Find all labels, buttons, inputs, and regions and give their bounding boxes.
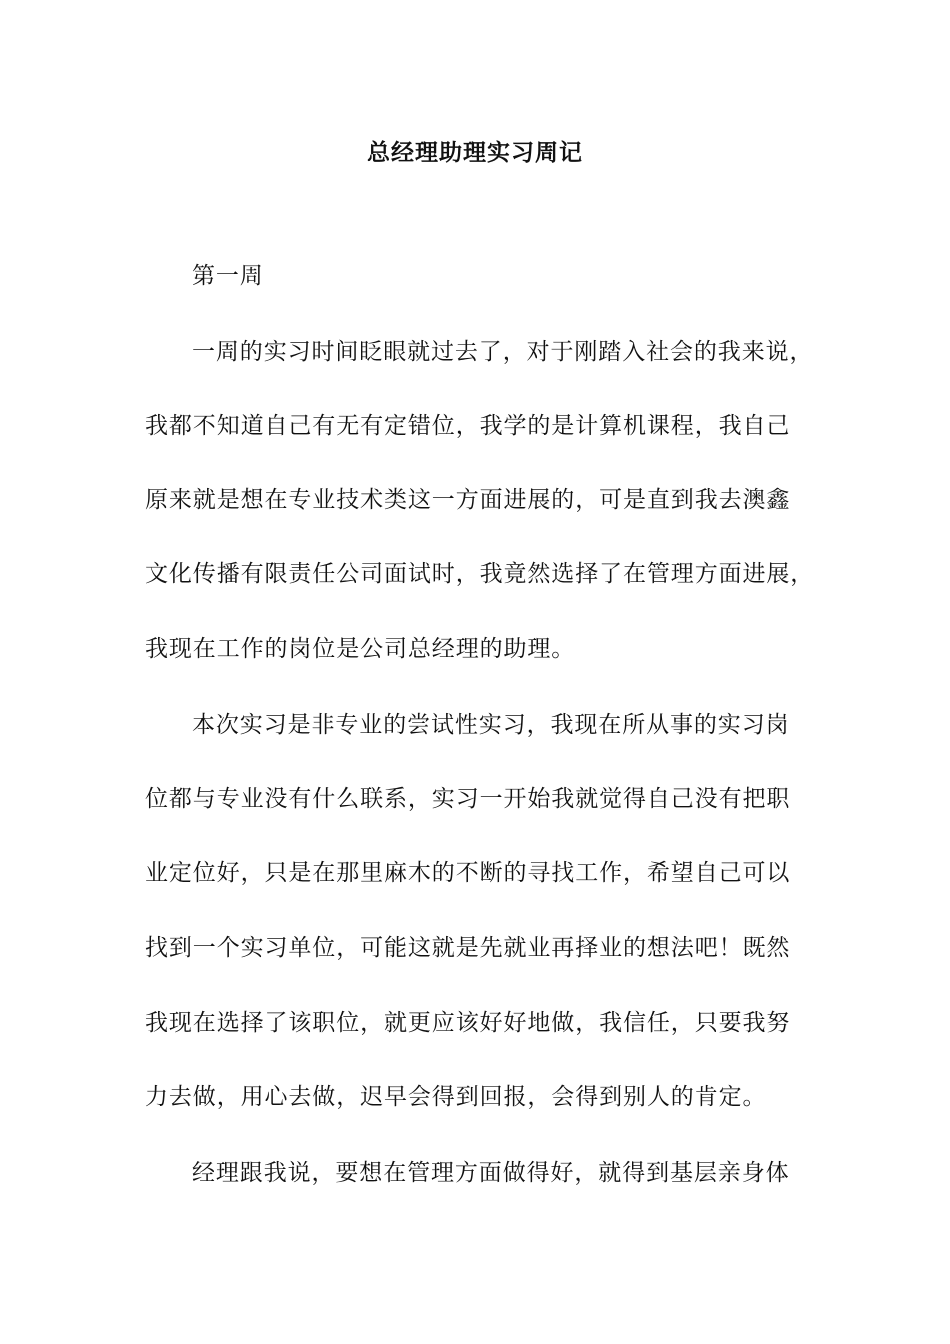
paragraph-line: 我都不知道自己有无有定错位，我学的是计算机课程，我自己 xyxy=(145,413,791,439)
paragraph-line: 找到一个实习单位，可能这就是先就业再择业的想法吧！既然 xyxy=(145,935,791,961)
paragraph-line: 原来就是想在专业技术类这一方面进展的，可是直到我去澳鑫 xyxy=(145,487,791,513)
document-title: 总经理助理实习周记 xyxy=(367,139,583,166)
section-heading: 第一周 xyxy=(192,263,264,289)
paragraph-line: 业定位好，只是在那里麻木的不断的寻找工作，希望自己可以 xyxy=(145,860,791,886)
paragraph-line: 我现在工作的岗位是公司总经理的助理。 xyxy=(145,636,576,662)
paragraph-line: 文化传播有限责任公司面试时，我竟然选择了在管理方面进展， xyxy=(145,561,815,587)
paragraph-line: 一周的实习时间眨眼就过去了，对于刚踏入社会的我来说， xyxy=(192,339,814,365)
paragraph-line: 位都与专业没有什么联系，实习一开始我就觉得自己没有把职 xyxy=(145,786,791,812)
paragraph-line: 我现在选择了该职位，就更应该好好地做，我信任，只要我努 xyxy=(145,1010,791,1036)
paragraph-line: 本次实习是非专业的尝试性实习，我现在所从事的实习岗 xyxy=(192,712,790,738)
paragraph-line: 经理跟我说，要想在管理方面做得好，就得到基层亲身体 xyxy=(192,1160,790,1186)
paragraph-line: 力去做，用心去做，迟早会得到回报，会得到别人的肯定。 xyxy=(145,1084,767,1110)
